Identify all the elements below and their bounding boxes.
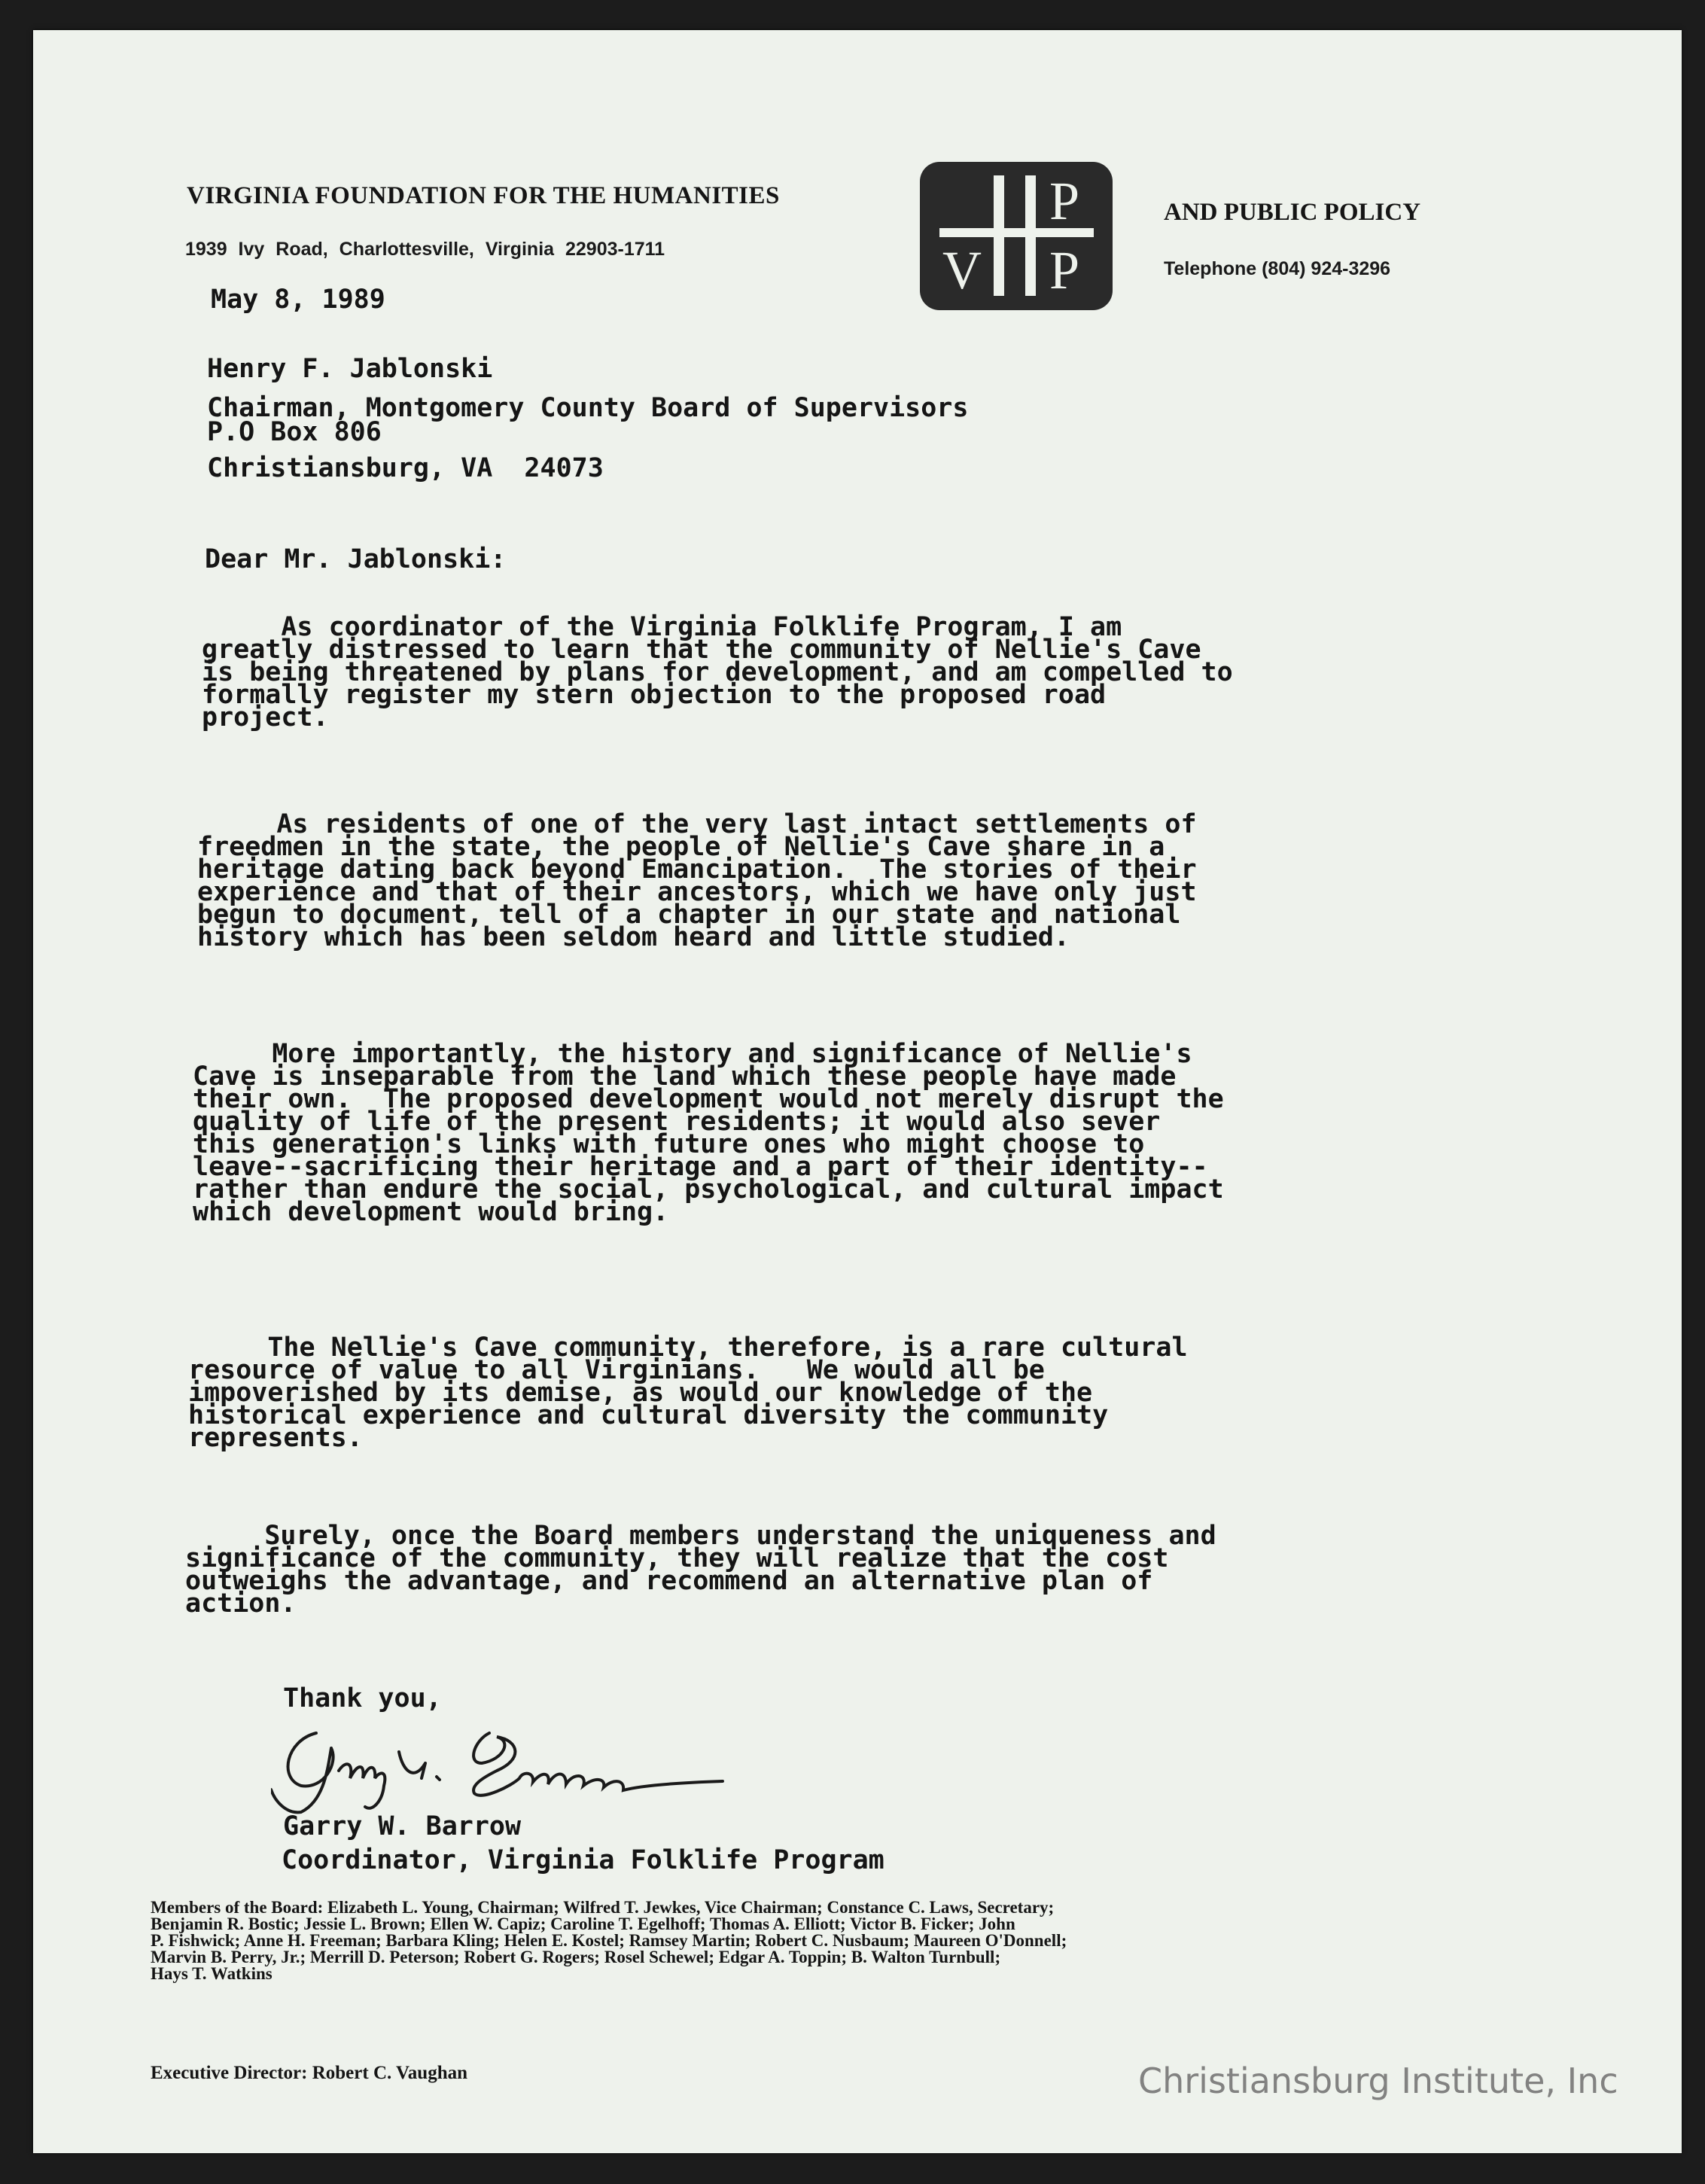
body-paragraph-4: The Nellie's Cave community, therefore, is a rare cultural resource of value to all Virginians. We would all be impoverished by its demise, as would our knowledge of the historical experience and cultural diversity the community represents.	[188, 1333, 1188, 1453]
signer-name: Garry W. Barrow	[283, 1811, 522, 1841]
salutation: Dear Mr. Jablonski:	[205, 544, 507, 574]
body-paragraph-5: Surely, once the Board members understand the uniqueness and significance of the community, they will realize that the cost outweighs the advantage, and recommend an alternative plan of action.	[185, 1521, 1216, 1619]
recipient-po-box: P.O Box 806	[207, 417, 382, 447]
body-paragraph-1: As coordinator of the Virginia Folklife Program, I am greatly distressed to learn that the community of Nellie's Cave is being threatened by plans for development, and am compelled to formally register my stern objection to the proposed road project.	[202, 612, 1233, 733]
vfh-pp-logo-icon	[920, 162, 1113, 310]
letter-date: May 8, 1989	[211, 285, 385, 315]
logo-letter-p-bottom: P	[1049, 240, 1080, 300]
logo-letter-p-top: P	[1049, 171, 1080, 231]
handwritten-signature	[271, 1718, 738, 1816]
watermark: Christiansburg Institute, Inc	[1138, 2061, 1618, 2101]
letterhead-organization: VIRGINIA FOUNDATION FOR THE HUMANITIES	[187, 182, 780, 209]
logo-letter-v: V	[942, 240, 982, 300]
body-paragraph-3: More importantly, the history and significance of Nellie's Cave is inseparable from the land which these people have made their own. The proposed development would not merely disrupt the quality of life of the present residents; it would also sever this generation's links with future ones who might choose to leave--sacrificing their heritage and a part of their identity-- rather than endure the social, psychological, and cultural impact which development would bring.	[193, 1039, 1224, 1227]
board-members-list: Members of the Board: Elizabeth L. Young, Chairman; Wilfred T. Jewkes, Vice Chairman; Constance C. Laws, Secretary; Benjamin R. Bostic; Jessie L. Brown; Ellen W. Capiz; Caroline T. Egelhoff; Thomas A. Elliott; Victor B. Ficker; John P. Fishwick; Anne H. Freeman; Barbara Kling; Helen E. Kostel; Ramsey Martin; Robert C. Nusbaum; Maureen O'Donnell; Marvin B. Perry, Jr.; Merrill D. Peterson; Robert G. Rogers; Rosel Schewel; Edgar A. Toppin; B. Walton Turnbull; Hays T. Watkins	[151, 1898, 1067, 1983]
letterhead-address: 1939 Ivy Road, Charlottesville, Virginia 22903-1711	[185, 239, 665, 260]
letterhead-organization-suffix: AND PUBLIC POLICY	[1164, 199, 1421, 226]
recipient-city: Christiansburg, VA 24073	[207, 453, 604, 483]
recipient-name: Henry F. Jablonski	[207, 354, 493, 384]
body-paragraph-2: As residents of one of the very last intact settlements of freedmen in the state, the people of Nellie's Cave share in a heritage dating back beyond Emancipation. The stories of their experience and that of their ancestors, which we have only just begun to document, tell of a chapter in our state and national history which has been seldom heard and little studied.	[197, 809, 1197, 952]
executive-director: Executive Director: Robert C. Vaughan	[151, 2063, 468, 2083]
closing: Thank you,	[283, 1683, 442, 1713]
letterhead-telephone: Telephone (804) 924-3296	[1164, 258, 1391, 279]
signer-title: Coordinator, Virginia Folklife Program	[282, 1845, 884, 1875]
recipient-title: Chairman, Montgomery County Board of Supervisors	[207, 393, 969, 423]
